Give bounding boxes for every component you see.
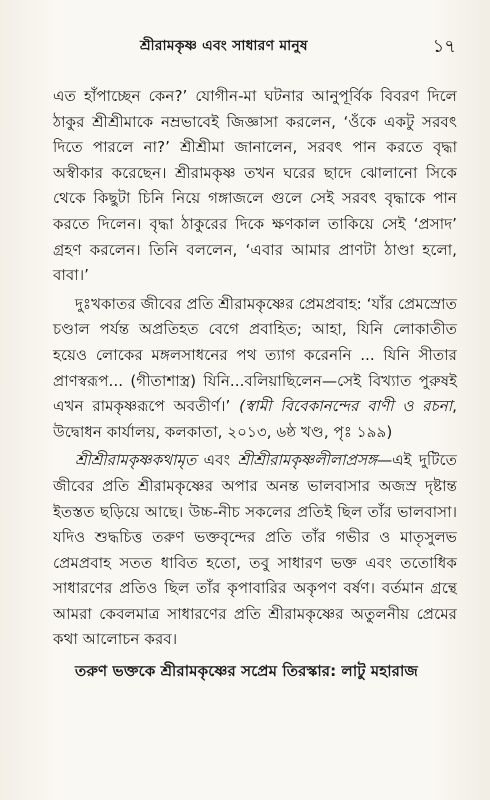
- page-header: [52, 34, 456, 60]
- citation-details: , উদ্বোধন কার্যালয়, কলকাতা, ২০১৩, ৬ষ্ঠ খণ্ড, পৃঃ ১৯৯): [53, 397, 457, 441]
- paragraph-2: [53, 292, 457, 446]
- body-text: [53, 84, 457, 685]
- paragraph-2-main: দুঃখকাতর জীবের প্রতি শ্রীরামকৃষ্ণের প্রেমপ্রবাহ: ‘যাঁর প্রেমস্রোত চণ্ডাল পর্যন্ত অপ্রতিহত বেগে প্রবাহিত; আহা, যিনি লোকাতীত হয়েও লোকের মঙ্গলসাধনের পথ ত্যাগ করেননি ... যিনি সীতার প্রাণস্বরূপ... (গীতাশাস্ত্র) যিনি...বলিয়াছিলেন—সেই বিখ্যাত পুরুষই এখন রামকৃষ্ণরূপে অবতীর্ণ।’: [53, 294, 457, 416]
- conjunction-text: এবং: [196, 451, 238, 470]
- citation-book-title: (স্বামী বিবেকানন্দের বাণী ও রচনা: [239, 397, 453, 416]
- book-title-lilaprasanga: শ্রীশ্রীরামকৃষ্ণলীলাপ্রসঙ্গ: [237, 451, 377, 470]
- page-number: ১৭: [432, 36, 456, 57]
- paragraph-3: [53, 448, 457, 653]
- section-heading: তরুণ ভক্তকে শ্রীরামকৃষ্ণের সপ্রেম তিরস্কার: লাটু মহারাজ: [75, 662, 418, 681]
- running-title: শ্রীরামকৃষ্ণ এবং সাধারণ মানুষ: [140, 38, 308, 54]
- paragraph-1: এত হাঁপাচ্ছেন কেন?’ যোগীন-মা ঘটনার আনুপূর্বিক বিবরণ দিলে ঠাকুর শ্রীশ্রীমাকে নম্রভাবেই জিজ্ঞাসা করলেন, ‘ওঁকে একটু সরবৎ দিতে পারলে না?’ শ্রীশ্রীমা জানালেন, সরবৎ পান করতে বৃদ্ধা অস্বীকার করেছেন। শ্রীরামকৃষ্ণ তখন ঘরের ছাদে ঝোলানো সিকে থেকে কিছুটা চিনি নিয়ে গঙ্গাজলে গুলে সেই সরবৎ বৃদ্ধাকে পান করতে দিলেন। বৃদ্ধা ঠাকুরের দিকে ক্ষণকাল তাকিয়ে সেই ‘প্রসাদ’ গ্রহণ করলেন। তিনি বললেন, ‘এবার আমার প্রাণটা ঠাণ্ডা হলো, বাবা।’: [53, 87, 457, 285]
- paragraph-3-rest: —এই দুটিতে জীবের প্রতি শ্রীরামকৃষ্ণের অপার অনন্ত ভালবাসার অজস্র দৃষ্টান্ত ইতস্তত ছড়িয়ে আছে। উচ্চ-নীচ সকলের প্রতিই ছিল তাঁর ভালবাসা। যদিও শুদ্ধচিত্ত তরুণ ভক্তবৃন্দের প্রতি তাঁর গভীর ও মাতৃসুলভ প্রেমপ্রবাহ সতত ধাবিত হতো, তবু সাধারণ ভক্ত এবং ততোধিক সাধারণের প্রতিও ছিল তাঁর কৃপাবারির অকৃপণ বর্ষণ। বর্তমান গ্রন্থে আমরা কেবলমাত্র সাধারণের প্রতি শ্রীরামকৃষ্ণের অতুলনীয় প্রেমের কথা আলোচন করব।: [53, 451, 457, 649]
- book-title-kathamrita: শ্রীশ্রীরামকৃষ্ণকথামৃত: [75, 451, 197, 470]
